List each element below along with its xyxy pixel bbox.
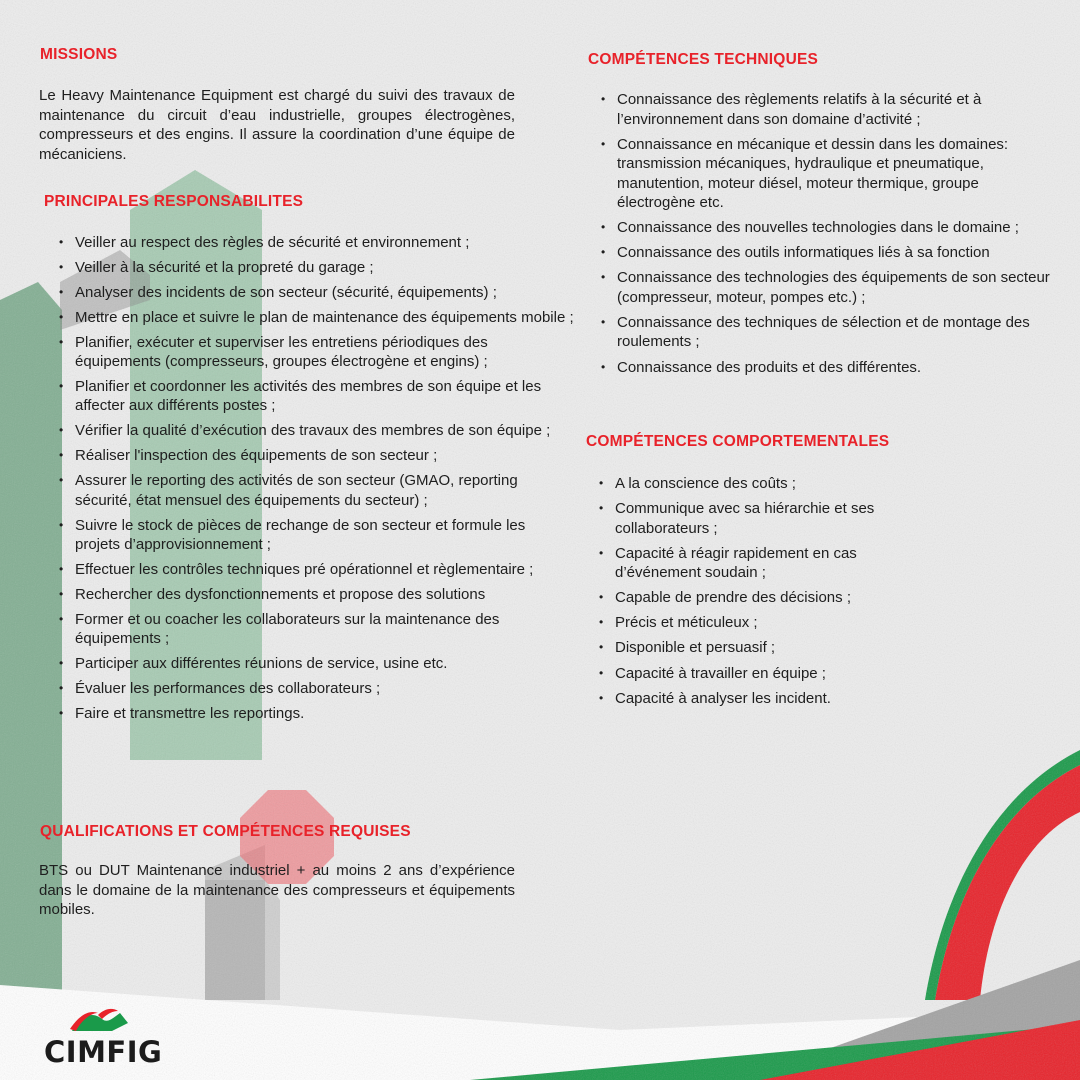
list-item: • Capacité à analyser les incident. [599, 689, 899, 709]
list-item: • Effectuer les contrôles techniques pré opérationnel et règlementaire ; [59, 560, 574, 580]
competences-techniques-list [601, 90, 1051, 383]
list-item: • Communique avec sa hiérarchie et ses collaborateurs ; [599, 499, 899, 538]
cimfig-logo [40, 1005, 190, 1070]
responsabilites-heading: PRINCIPALES RESPONSABILITES [44, 193, 304, 210]
list-item: • Mettre en place et suivre le plan de maintenance des équipements mobile ; [59, 308, 574, 328]
list-item: • Disponible et persuasif ; [599, 638, 899, 658]
qualifications-heading: QUALIFICATIONS ET COMPÉTENCES REQUISES [40, 823, 411, 840]
list-item: • Vérifier la qualité d’exécution des travaux des membres de son équipe ; [59, 421, 574, 441]
logo-mountain-icon [68, 1005, 138, 1037]
competences-comportementales-list [599, 474, 899, 714]
list-item: • Former et ou coacher les collaborateurs sur la maintenance des équipements ; [59, 610, 574, 649]
list-item: • Connaissance des nouvelles technologies dans le domaine ; [601, 218, 1051, 238]
list-item: • Précis et méticuleux ; [599, 613, 899, 633]
list-item: • Capacité à travailler en équipe ; [599, 664, 899, 684]
list-item: • Faire et transmettre les reportings. [59, 704, 574, 724]
competences-comportementales-heading: COMPÉTENCES COMPORTEMENTALES [586, 433, 890, 450]
competences-techniques-heading: COMPÉTENCES TECHNIQUES [588, 51, 819, 68]
list-item: • Connaissance des outils informatiques liés à sa fonction [601, 243, 1051, 263]
list-item: • Planifier, exécuter et superviser les entretiens périodiques des équipements (compresseurs, groupes électrogène et engins) ; [59, 333, 574, 372]
responsabilites-list [59, 233, 574, 729]
list-item: • Réaliser l'inspection des équipements de son secteur ; [59, 446, 574, 466]
list-item: • Connaissance des technologies des équipements de son secteur (compresseur, moteur, pompes etc.) ; [601, 268, 1051, 307]
list-item: • Rechercher des dysfonctionnements et propose des solutions [59, 585, 574, 605]
missions-heading: MISSIONS [40, 46, 118, 63]
qualifications-text: BTS ou DUT Maintenance industriel + au moins 2 ans d’expérience dans le domaine de la maintenance des compresseurs et équipements mobiles. [39, 862, 515, 918]
list-item: • Capacité à réagir rapidement en cas d’événement soudain ; [599, 544, 899, 583]
list-item: • Veiller à la sécurité et la propreté du garage ; [59, 258, 574, 278]
list-item: • Connaissance des règlements relatifs à la sécurité et à l’environnement dans son domaine d’activité ; [601, 90, 1051, 129]
list-item: • Assurer le reporting des activités de son secteur (GMAO, reporting sécurité, état mensuel des équipements du secteur) ; [59, 471, 574, 510]
list-item: • A la conscience des coûts ; [599, 474, 899, 494]
missions-text: Le Heavy Maintenance Equipment est chargé du suivi des travaux de maintenance du circuit d’eau industrielle, groupes électrogènes, compresseurs et des engins. Il assure la coordination d’une équipe de mécaniciens. [39, 87, 515, 163]
logo-text: CIMFIG [44, 1035, 163, 1069]
list-item: • Veiller au respect des règles de sécurité et environnement ; [59, 233, 574, 253]
list-item: • Analyser des incidents de son secteur (sécurité, équipements) ; [59, 283, 574, 303]
list-item: • Capable de prendre des décisions ; [599, 588, 899, 608]
list-item: • Suivre le stock de pièces de rechange de son secteur et formule les projets d’approvisionnement ; [59, 516, 574, 555]
list-item: • Connaissance des techniques de sélection et de montage des roulements ; [601, 313, 1051, 352]
list-item: • Connaissance des produits et des différentes. [601, 358, 1051, 378]
list-item: • Planifier et coordonner les activités des membres de son équipe et les affecter aux différents postes ; [59, 377, 574, 416]
list-item: • Évaluer les performances des collaborateurs ; [59, 679, 574, 699]
list-item: • Connaissance en mécanique et dessin dans les domaines: transmission mécaniques, hydraulique et pneumatique, manutention, moteur diésel, moteur thermique, groupe électrogène etc. [601, 135, 1051, 213]
list-item: • Participer aux différentes réunions de service, usine etc. [59, 654, 574, 674]
